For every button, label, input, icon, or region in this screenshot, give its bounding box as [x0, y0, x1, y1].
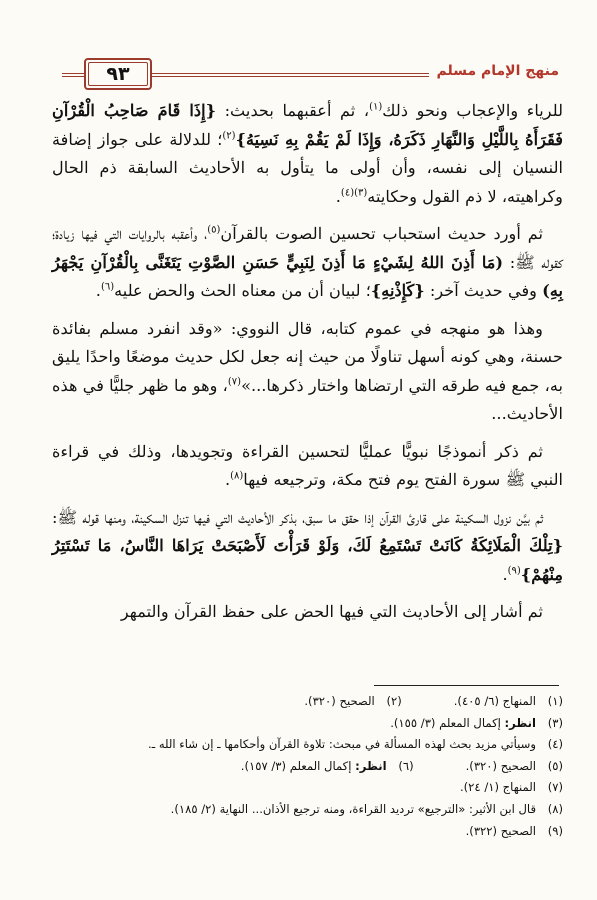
footnote-text: الصحيح (٣٢٠). [465, 758, 536, 773]
footnote-3 [390, 713, 563, 735]
footnote-number: (٨) [547, 801, 563, 816]
footnote-text: إكمال المعلم (٣/ ١٥٧). [240, 758, 356, 773]
footnote-7 [460, 777, 563, 799]
footnote-line [55, 713, 563, 735]
paragraph [52, 504, 563, 590]
text-run: ثم ذكر أنموذجًا نبويًّا عمليًّا لتحسين القراءة وتجويدها، وذلك في قراءة النبي ﷺ سورة الفتح يوم فتح مكة، وترجيعه فيها [52, 441, 563, 489]
footnote-4 [148, 734, 563, 756]
footnote-line [55, 756, 563, 778]
text-run: ثم بيَّن نزول السكينة على قارئ القرآن إذا حقق ما سبق، بذكر الأحاديث التي فيها تنزل السكينة، ومنها قوله ﷺ: [52, 507, 543, 527]
footnote-ref[interactable]: (٩) [507, 565, 521, 577]
footnote-text: المنهاج (٦/ ٤٠٥). [453, 694, 536, 708]
footnote-5 [466, 756, 563, 778]
text-run: ، ثم أعقبهما بحديث: [216, 101, 370, 120]
footnote-8 [171, 799, 563, 821]
paragraph [52, 598, 563, 627]
text-run: للرياء والإعجاب ونحو ذلك [382, 101, 564, 120]
spacer [408, 691, 448, 713]
paragraph [52, 438, 563, 495]
running-title: منهج الإمام مسلم [429, 56, 559, 86]
footnote-text: المنهاج (١/ ٢٤). [459, 780, 536, 795]
text-run: ، وأعقبه بالروايات التي فيها زيادة؛ كقوله ﷺ: [52, 224, 563, 272]
footnote-label: انظر: [504, 715, 536, 730]
text-run: وفي حديث آخر: [424, 281, 543, 300]
text-run: ؛ لبيان أن من معناه الحث والحض عليه [114, 281, 371, 300]
footnote-number: (١) [547, 694, 563, 708]
footnote-ref[interactable]: (٨) [230, 470, 244, 482]
spacer [420, 756, 460, 778]
paragraph [52, 220, 563, 306]
page-header [62, 56, 559, 88]
footnote-ref[interactable]: (١) [369, 101, 383, 113]
footnote-line [55, 691, 563, 713]
footnote-line [55, 777, 563, 799]
footnote-text: الصحيح (٣٢٢). [465, 823, 536, 838]
footnote-number: (٦) [398, 758, 414, 773]
footnote-number: (٤) [547, 737, 563, 752]
text-run: ثم أورد حديث استحباب تحسين الصوت بالقرآن [220, 224, 543, 243]
footnote-ref[interactable]: (٦) [100, 281, 115, 293]
paragraph [52, 97, 563, 211]
text-run: ثم أشار إلى الأحاديث التي فيها الحض على حفظ القرآن والتمهر [120, 602, 543, 621]
footnote-text: وسيأتي مزيد بحث لهذه المسألة في مبحث: تلاوة القرآن وأحكامها ـ إن شاء الله ـ. [148, 737, 536, 752]
page-number-box [84, 58, 152, 90]
footnote-6 [241, 756, 414, 778]
hadith-quote: {كَإِذْنِهِ} [370, 281, 425, 300]
footnote-2 [304, 691, 401, 713]
text-run: . [502, 564, 508, 584]
footnote-text: قال ابن الأثير: «الترجيع» ترديد القراءة، ومنه ترجيع الأذان... النهاية (٢/ ١٨٥). [170, 801, 536, 816]
footnote-separator [374, 685, 559, 686]
footnote-text: إكمال المعلم (٣/ ١٥٥). [390, 715, 505, 730]
text-run: . [224, 470, 231, 489]
hadith-quote: (مَا أَذِنَ اللهُ لِشَيْءٍ مَا أَذِنَ لِنَبِيٍّ حَسَنِ الصَّوْتِ يَتَغَنَّى بِالْقُرْآنِ يَجْهَرُ بِهِ) [52, 252, 563, 300]
hadith-quote: {إِذَا قَامَ صَاحِبُ الْقُرْآنِ فَقَرَأَهُ بِاللَّيْلِ وَالنَّهَارِ ذَكَرَهُ، وَإِذَا لَمْ يَقُمْ بِهِ نَسِيَهُ} [52, 101, 563, 149]
main-text [52, 97, 563, 636]
footnote-line [55, 734, 563, 756]
text-run: ، وهو ما ظهر جليًّا في هذه الأحاديث... [52, 375, 563, 423]
footnote-ref[interactable]: (٧) [227, 376, 242, 388]
text-run: ؛ للدلالة على جواز إضافة النسيان إلى نفسه، وأن أولى ما يتأول به الأحاديث السابقة ذم الحال وكراهيته، لا ذم القول وحكايته [52, 129, 563, 206]
footnote-number: (٩) [547, 823, 563, 838]
text-run: وهذا هو منهجه في عموم كتابه، قال النووي: «وقد انفرد مسلم بفائدة حسنة، وهي كونه أسهل تناولًا من حيث إنه جعل لكل حديث موضعًا واحدًا يليق به، جمع فيه طرقه التي ارتضاها واختار ذكرها...» [52, 318, 563, 395]
footnote-number: (٥) [547, 758, 563, 773]
footnote-ref[interactable]: (٢) [222, 130, 236, 142]
footnote-line [55, 821, 563, 843]
text-run: . [335, 186, 341, 206]
footnote-number: (٧) [547, 780, 563, 795]
footnotes [55, 691, 563, 842]
footnote-ref[interactable]: (٣)(٤) [340, 187, 368, 199]
footnote-number: (٢) [386, 694, 402, 708]
footnote-text: الصحيح (٣٢٠). [304, 694, 375, 708]
footnote-1 [454, 691, 563, 713]
footnote-label: انظر: [355, 758, 387, 773]
page-number: ٩٣ [106, 63, 130, 85]
hadith-quote: {تِلْكَ الْمَلَائِكَةُ كَانَتْ تَسْتَمِعُ لَكَ، وَلَوْ قَرَأْتَ لَأَصْبَحَتْ يَرَاهَا النَّاسُ، مَا تَسْتَتِرُ مِنْهُمْ} [52, 536, 563, 584]
footnote-number: (٣) [547, 715, 563, 730]
footnote-ref[interactable]: (٥) [207, 224, 221, 236]
paragraph [52, 315, 563, 429]
footnote-9 [466, 821, 563, 843]
text-run: . [95, 281, 101, 300]
footnote-line [55, 799, 563, 821]
